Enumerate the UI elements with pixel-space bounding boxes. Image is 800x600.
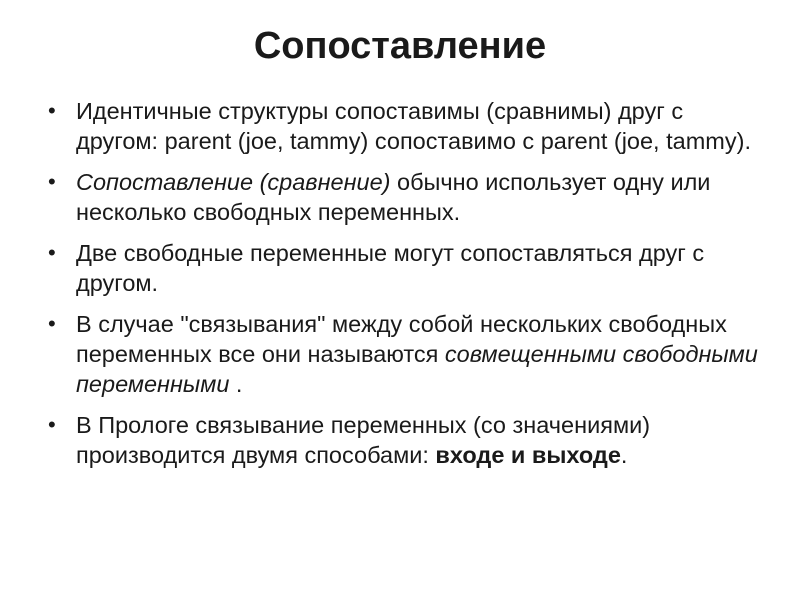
- bullet-item: [46, 238, 766, 298]
- bullet-text: .: [620, 442, 628, 468]
- bullet-item: [46, 96, 766, 156]
- bullet-item: [46, 167, 766, 227]
- bullet-text-bold: входе и выходе: [435, 442, 621, 468]
- bullet-list: [46, 96, 766, 481]
- bullet-dot-icon: •: [48, 412, 56, 437]
- bullet-text: В случае "связывания" между собой нескольких свободных переменных все они называются: [76, 311, 727, 367]
- bullet-text-italic: совмещенными свободными переменными: [76, 341, 758, 397]
- slide-title: Сопоставление: [253, 25, 547, 67]
- bullet-text: обычно использует одну или несколько свободных переменных.: [76, 169, 711, 225]
- bullet-text: В Прологе связывание переменных (со значениями) производится двумя способами:: [76, 412, 651, 468]
- bullet-text-italic: Сопоставление (сравнение): [76, 169, 391, 195]
- bullet-text: Идентичные структуры сопоставимы (сравнимы) друг с другом: parent (joe, tammy) сопоставимо с parent (joe, tammy).: [76, 98, 751, 154]
- bullet-dot-icon: •: [48, 311, 56, 336]
- bullet-dot-icon: •: [48, 98, 56, 123]
- bullet-text: .: [229, 371, 243, 397]
- bullet-text: Две свободные переменные могут сопоставляться друг с другом.: [76, 240, 705, 296]
- bullet-item: [46, 410, 766, 470]
- bullet-dot-icon: •: [48, 169, 56, 194]
- bullet-item: [46, 309, 766, 399]
- bullet-dot-icon: •: [48, 240, 56, 265]
